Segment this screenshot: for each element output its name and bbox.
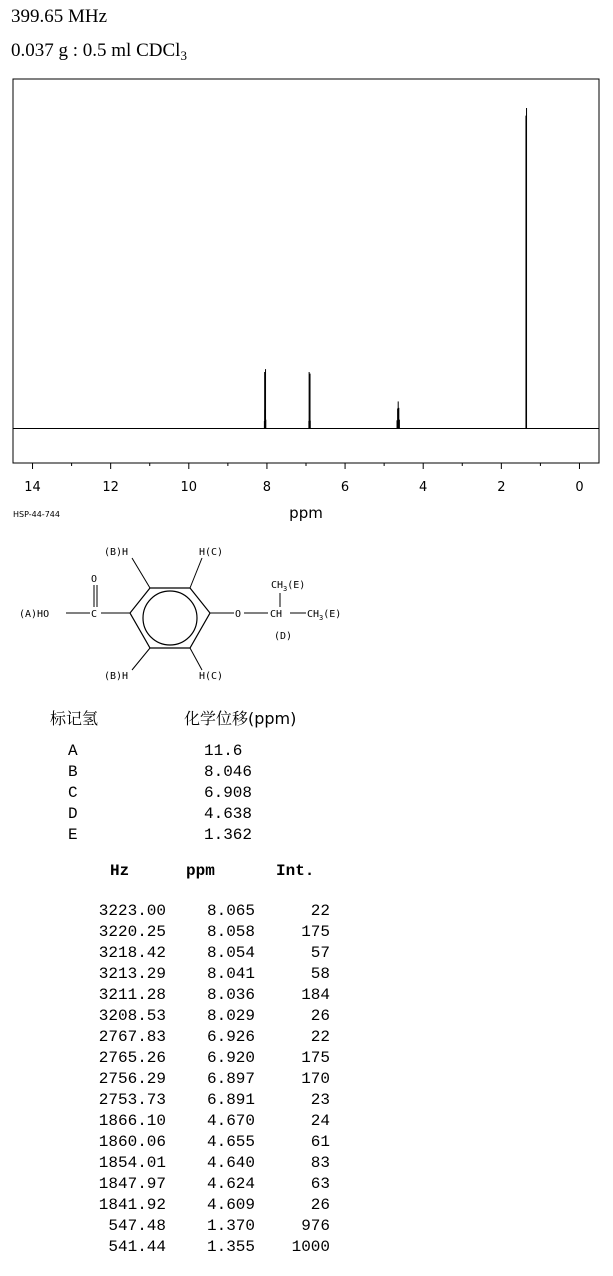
x-axis-label: ppm — [289, 504, 323, 522]
peak-ppm: 4.624 — [206, 1175, 255, 1193]
spectrum-peaks — [264, 108, 526, 428]
bond-c-top — [190, 558, 202, 588]
peak-hz: 541.44 — [108, 1238, 166, 1256]
assignment-row — [68, 805, 253, 823]
peak-int: 22 — [310, 1028, 330, 1046]
plot-frame — [13, 79, 599, 463]
peak-ppm: 8.065 — [206, 902, 255, 920]
peak-hz: 547.48 — [108, 1217, 166, 1235]
peak-hz: 3220.25 — [98, 923, 166, 941]
assignment-row — [68, 763, 253, 781]
x-tick-label: 12 — [102, 480, 119, 495]
x-tick-label: 8 — [262, 480, 272, 495]
peak-hz: 3213.29 — [98, 965, 166, 983]
x-axis-tick-labels — [24, 480, 583, 495]
assignment-row — [68, 742, 243, 760]
peak-int: 175 — [301, 1049, 330, 1067]
assignment-shift: 6.908 — [204, 784, 253, 802]
bond-c-bottom — [190, 648, 202, 670]
sample-subscript: 3 — [180, 48, 187, 63]
peak-hz: 1841.92 — [98, 1196, 166, 1214]
peak-hz: 3223.00 — [98, 902, 166, 920]
peak-int: 26 — [310, 1007, 330, 1025]
peak-ppm: 8.054 — [206, 944, 255, 962]
molecule-structure — [0, 530, 613, 690]
peak-int: 58 — [310, 965, 330, 983]
ch3-right-sub: 3 — [319, 614, 324, 622]
peak-hz: 2753.73 — [98, 1091, 166, 1109]
peak-hz: 1854.01 — [98, 1154, 166, 1172]
peak-hz: 1866.10 — [98, 1112, 166, 1130]
x-tick-label: 10 — [180, 480, 198, 495]
benzene-ring — [130, 588, 210, 648]
nmr-spectrum-chart — [0, 0, 613, 530]
peak-hz: 1847.97 — [98, 1175, 166, 1193]
e-top-text: (E) — [287, 580, 306, 591]
label-d: (D) — [274, 631, 293, 642]
peak-int: 26 — [310, 1196, 330, 1214]
peak-ppm: 6.897 — [206, 1070, 255, 1088]
peak-hz: 2765.26 — [98, 1049, 166, 1067]
aromatic-circle — [143, 591, 197, 645]
label-c-bottom: H(C) — [199, 671, 224, 682]
assignment-label: C — [68, 784, 78, 802]
peak-ppm: 8.041 — [206, 965, 255, 983]
peak-ppm: 6.920 — [206, 1049, 255, 1067]
peak-header-int: Int. — [276, 862, 315, 880]
x-tick-label: 0 — [575, 480, 584, 495]
label-carbonyl-o: O — [91, 574, 98, 585]
peak-ppm: 4.640 — [206, 1154, 255, 1172]
assignment-shift: 1.362 — [204, 826, 253, 844]
peak-int: 22 — [310, 902, 330, 920]
peak-int: 23 — [310, 1091, 330, 1109]
label-ch: CH — [270, 609, 283, 620]
ch3-top-text: CH — [271, 580, 284, 591]
x-tick-label: 2 — [497, 480, 506, 495]
assignment-label: D — [68, 805, 78, 823]
bond-b-top — [132, 558, 150, 588]
peak-ppm: 4.609 — [206, 1196, 255, 1214]
frequency-label: 399.65 MHz — [11, 6, 108, 27]
x-axis-ticks — [33, 463, 580, 469]
peak-hz: 3208.53 — [98, 1007, 166, 1025]
label-c-top: H(C) — [199, 547, 224, 558]
peak-int: 170 — [301, 1070, 330, 1088]
assignment-label: E — [68, 826, 78, 844]
peak-int: 1000 — [291, 1238, 330, 1256]
label-ether-o: O — [235, 609, 242, 620]
assignment-header-shift: 化学位移(ppm) — [184, 709, 297, 728]
peak-int: 175 — [301, 923, 330, 941]
peak-int: 83 — [310, 1154, 330, 1172]
peak-ppm: 4.655 — [206, 1133, 255, 1151]
e-right-text: (E) — [323, 609, 342, 620]
sample-text: 0.037 g : 0.5 ml CDCl — [11, 40, 181, 61]
peak-ppm: 8.036 — [206, 986, 255, 1004]
assignment-row — [68, 784, 253, 802]
peak-ppm: 8.029 — [206, 1007, 255, 1025]
peak-int: 24 — [310, 1112, 330, 1130]
x-tick-label: 4 — [419, 480, 428, 495]
label-b-top: (B)H — [104, 547, 129, 558]
peak-ppm: 6.891 — [206, 1091, 255, 1109]
peak-int: 63 — [310, 1175, 330, 1193]
peak-int: 976 — [301, 1217, 330, 1235]
label-b-bottom: (B)H — [104, 671, 129, 682]
peak-hz: 2767.83 — [98, 1028, 166, 1046]
label-carboxyl-c: C — [91, 609, 98, 620]
assignment-row — [68, 826, 253, 844]
peak-int: 57 — [310, 944, 330, 962]
peak-ppm: 1.355 — [206, 1238, 255, 1256]
spectrum-code: HSP-44-744 — [13, 510, 60, 519]
ch3-right-text: CH — [307, 609, 320, 620]
peak-hz: 3211.28 — [98, 986, 166, 1004]
peak-int: 61 — [310, 1133, 330, 1151]
label-a-ho: (A)HO — [19, 609, 50, 620]
assignment-header-label: 标记氢 — [50, 709, 99, 728]
peak-hz: 2756.29 — [98, 1070, 166, 1088]
label-ch3-right — [307, 609, 341, 622]
peak-header-ppm: ppm — [186, 862, 215, 880]
assignment-label: A — [68, 742, 78, 760]
peak-int: 184 — [301, 986, 330, 1004]
peak-ppm: 4.670 — [206, 1112, 255, 1130]
peak-ppm: 6.926 — [206, 1028, 255, 1046]
peak-ppm: 8.058 — [206, 923, 255, 941]
peak-header-hz: Hz — [110, 862, 130, 880]
assignment-shift: 11.6 — [204, 742, 243, 760]
ch3-top-sub: 3 — [283, 585, 288, 593]
peak-hz: 3218.42 — [98, 944, 166, 962]
assignment-shift: 8.046 — [204, 763, 253, 781]
bond-b-bottom — [132, 648, 150, 670]
peak-ppm: 1.370 — [206, 1217, 255, 1235]
assignment-shift: 4.638 — [204, 805, 253, 823]
x-tick-label: 14 — [24, 480, 41, 495]
x-tick-label: 6 — [340, 480, 350, 495]
label-ch3-top — [271, 580, 305, 593]
assignment-label: B — [68, 763, 78, 781]
peak-hz: 1860.06 — [98, 1133, 166, 1151]
